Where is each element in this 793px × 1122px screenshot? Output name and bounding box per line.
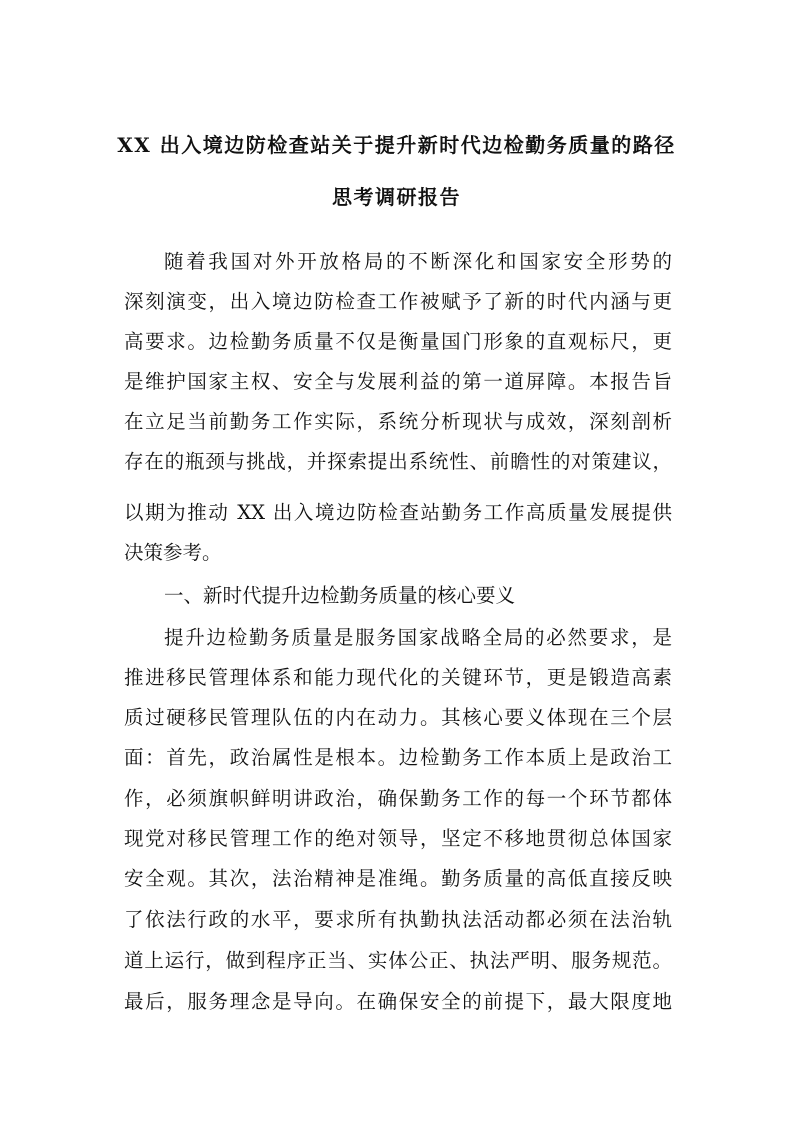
paragraph-2-line-8: 了依法行政的水平，要求所有执勤执法活动都必须在法治轨: [124, 908, 672, 931]
paragraph-2-line-1: 提升边检勤务质量是服务国家战略全局的必然要求，是: [164, 626, 672, 649]
paragraph-2-line-9: 道上运行，做到程序正当、实体公正、执法严明、服务规范。: [124, 949, 672, 972]
paragraph-1-line-4: 是维护国家主权、安全与发展利益的第一道屏障。本报告旨: [124, 370, 672, 393]
paragraph-2-line-2: 推进移民管理体系和能力现代化的关键环节，更是锻造高素: [124, 666, 672, 689]
paragraph-1-line-7: 以期为推动 XX 出入境边防检查站勤务工作高质量发展提供: [124, 501, 672, 524]
paragraph-1-line-1: 随着我国对外开放格局的不断深化和国家安全形势的: [164, 250, 672, 273]
paragraph-1-line-3: 高要求。边检勤务质量不仅是衡量国门形象的直观标尺，更: [124, 330, 672, 353]
paragraph-2-line-4: 面：首先，政治属性是根本。边检勤务工作本质上是政治工: [124, 746, 672, 769]
paragraph-1-line-2: 深刻演变，出入境边防检查工作被赋予了新的时代内涵与更: [124, 290, 672, 313]
paragraph-1-line-6: 存在的瓶颈与挑战，并探索提出系统性、前瞻性的对策建议，: [124, 450, 672, 473]
paragraph-1-line-8: 决策参考。: [124, 541, 222, 564]
paragraph-2-line-3: 质过硬移民管理队伍的内在动力。其核心要义体现在三个层: [124, 706, 672, 729]
paragraph-2-line-5: 作，必须旗帜鲜明讲政治，确保勤务工作的每一个环节都体: [124, 787, 672, 810]
paragraph-2-line-7: 安全观。其次，法治精神是准绳。勤务质量的高低直接反映: [124, 867, 672, 890]
document-title-line-1: XX 出入境边防检查站关于提升新时代边检勤务质量的路径: [117, 133, 676, 157]
document-title-line-2: 思考调研报告: [332, 185, 461, 209]
paragraph-1-line-5: 在立足当前勤务工作实际，系统分析现状与成效，深刻剖析: [124, 410, 672, 433]
section-1-heading: 一、新时代提升边检勤务质量的核心要义: [164, 584, 516, 607]
paragraph-2-line-6: 现党对移民管理工作的绝对领导，坚定不移地贯彻总体国家: [124, 827, 672, 850]
paragraph-2-line-10: 最后，服务理念是导向。在确保安全的前提下，最大限度地: [124, 990, 672, 1013]
